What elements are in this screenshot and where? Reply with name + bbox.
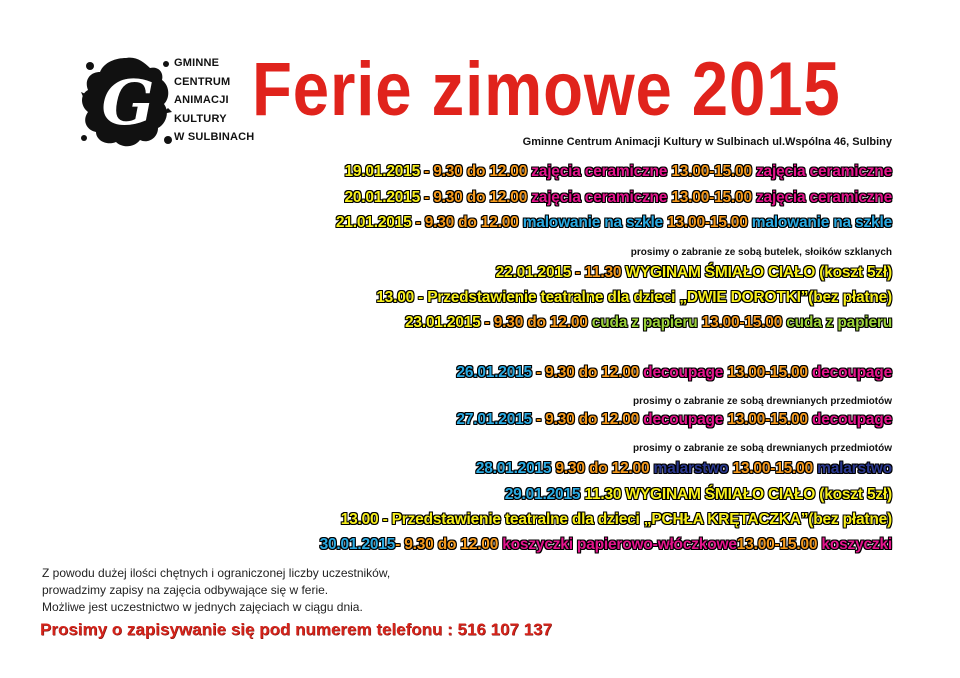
schedule-segment: „PCHŁA KRĘTACZKA”	[643, 511, 809, 528]
schedule-segment: zajęcia ceramiczne	[527, 189, 672, 206]
schedule-segment: 9.30 do 12.00	[493, 314, 588, 331]
schedule-line	[456, 363, 892, 383]
footer-line: Możliwe jest uczestnictwo w jednych zajęciach w ciągu dnia.	[42, 600, 363, 614]
schedule-segment: malarstwo	[813, 460, 892, 477]
schedule-segment: 13.00-15.00	[736, 536, 818, 553]
schedule-segment: 9.30 do 12.00	[424, 214, 519, 231]
organizer-address: Gminne Centrum Animacji Kultury w Sulbinach ul.Wspólna 46, Sulbiny	[522, 136, 892, 148]
schedule-segment: 13.00-15.00	[727, 411, 808, 428]
logo-line: W SULBINACH	[174, 131, 255, 143]
schedule-segment: decoupage	[639, 411, 728, 428]
logo-line: ANIMACJI	[174, 94, 229, 106]
schedule-segment: 9.30 do 12.00	[551, 460, 650, 477]
schedule-line	[456, 410, 892, 430]
schedule-segment: 13.00-15.00	[727, 364, 808, 381]
schedule-segment: - Przedstawienie teatralne dla dzieci	[378, 511, 644, 528]
logo-line: CENTRUM	[174, 75, 231, 88]
footer-info	[42, 565, 390, 616]
schedule-line	[476, 459, 892, 479]
schedule-line	[344, 162, 892, 182]
schedule-segment: decoupage	[807, 411, 892, 428]
schedule-segment: -	[531, 411, 546, 428]
schedule-segment: 9.30 do 12.00	[433, 189, 528, 206]
schedule-segment: -	[411, 214, 425, 231]
schedule-segment: decoupage	[807, 364, 892, 381]
schedule-segment: 26.01.2015	[456, 364, 532, 381]
schedule-segment: 13.00-15.00	[667, 214, 748, 231]
schedule-segment: 13.00-15.00	[732, 460, 814, 477]
schedule-segment: 13.00	[340, 511, 379, 528]
schedule-segment: malowanie na szkle	[747, 214, 892, 231]
schedule-segment: - Przedstawienie teatralne dla dzieci	[414, 289, 680, 306]
schedule-segment: 28.01.2015	[475, 460, 552, 477]
schedule-line	[344, 188, 892, 208]
schedule-segment: -	[420, 189, 434, 206]
schedule-line	[405, 313, 892, 333]
schedule-segment: 19.01.2015	[344, 163, 421, 180]
schedule-segment: 27.01.2015	[456, 411, 532, 428]
schedule-line	[336, 213, 892, 233]
logo-letter: G	[101, 66, 155, 139]
schedule-segment: 9.30 do 12.00	[545, 411, 640, 428]
schedule-segment: 9.30 do 12.00	[433, 163, 528, 180]
logo-line: KULTURY	[174, 112, 227, 125]
schedule-segment: WYGINAM ŚMIAŁO CIAŁO (koszt 5zł)	[625, 264, 892, 281]
schedule-segment: -	[395, 536, 405, 553]
schedule-line	[505, 485, 892, 505]
schedule-segment: 29.01.2015	[504, 486, 581, 503]
schedule-segment: 13.00-15.00	[671, 163, 752, 180]
schedule-line	[496, 263, 892, 283]
schedule-segment: „DWIE DOROTKI”	[679, 289, 809, 306]
schedule-segment: -	[480, 314, 494, 331]
schedule-segment: -	[531, 364, 546, 381]
footer-line: prowadzimy zapisy na zajęcia odbywające się w ferie.	[42, 583, 329, 597]
schedule-segment: zajęcia ceramiczne	[751, 163, 892, 180]
schedule-segment: 13.00-15.00	[671, 189, 752, 206]
schedule-segment: 9.30 do 12.00	[545, 364, 640, 381]
schedule-line	[376, 288, 892, 308]
schedule-segment: 30.01.2015	[319, 536, 396, 553]
schedule-segment: 11.30 WYGINAM ŚMIAŁO CIAŁO (koszt 5zł)	[580, 486, 892, 503]
schedule-segment: -	[420, 163, 434, 180]
schedule-segment: zajęcia ceramiczne	[527, 163, 672, 180]
schedule-segment: (bez płatne)	[808, 289, 892, 306]
poster-title: Ferie zimowe 2015	[252, 47, 841, 132]
schedule-segment: 22.01.2015	[495, 264, 572, 281]
schedule-segment: (bez płatne)	[808, 511, 892, 528]
schedule-segment: malarstwo	[649, 460, 733, 477]
schedule-segment: zajęcia ceramiczne	[751, 189, 892, 206]
schedule-segment: decoupage	[639, 364, 728, 381]
schedule-line	[341, 510, 892, 530]
schedule-line	[320, 535, 892, 555]
schedule-segment: 9.30 do 12.00	[404, 536, 499, 553]
schedule-segment: koszyczki	[817, 536, 892, 553]
bring-items-note: prosimy o zabranie ze sobą drewnianych przedmiotów	[633, 443, 892, 454]
footer-line: Z powodu dużej ilości chętnych i ograniczonej liczby uczestników,	[42, 566, 391, 580]
phone-registration: Prosimy o zapisywanie się pod numerem telefonu : 516 107 137	[40, 620, 553, 639]
schedule-segment: 20.01.2015	[344, 189, 421, 206]
schedule-segment: koszyczki papierowo-włóczkowe	[498, 536, 737, 553]
schedule-segment: 21.01.2015	[335, 214, 412, 231]
schedule-segment: malowanie na szkle	[518, 214, 668, 231]
logo-line: GMINNE	[174, 57, 220, 69]
schedule-segment: 13.00-15.00	[701, 314, 783, 331]
bring-items-note: prosimy o zabranie ze sobą drewnianych przedmiotów	[633, 396, 892, 407]
schedule-segment: cuda z papieru	[782, 314, 892, 331]
schedule-segment: 23.01.2015	[405, 314, 481, 331]
schedule-segment: - 11.30	[571, 264, 626, 281]
schedule-segment: cuda z papieru	[587, 314, 702, 331]
schedule-segment: 13.00	[376, 289, 415, 306]
bring-items-note: prosimy o zabranie ze sobą butelek, słoików szklanych	[630, 247, 892, 258]
